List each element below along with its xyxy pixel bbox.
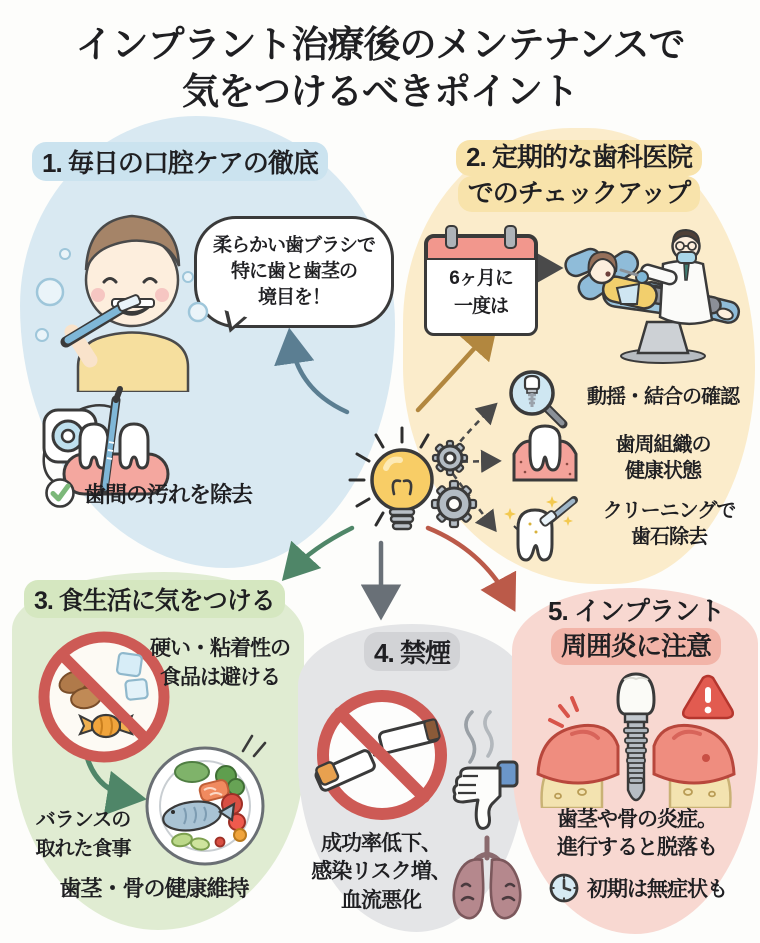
section2-heading [403, 140, 755, 212]
section5-heading [514, 594, 758, 665]
section3-heading [24, 580, 285, 618]
avoid-foods-text [138, 634, 302, 693]
page-title-line1: インプラント治療後のメンテナンスで [75, 24, 685, 65]
early-stage-note-row [548, 872, 727, 904]
section5-heading-line2: 周囲炎に注意 [551, 628, 721, 664]
check-text: 歯間の汚れを除去 [84, 481, 253, 507]
clock-note-text: 初期は無症状も [587, 878, 727, 901]
gear-large [432, 481, 476, 527]
risk-line1: 成功率低下、 [321, 832, 441, 855]
calendar-header [426, 236, 536, 260]
page-title [0, 22, 760, 115]
checkup-item1-label: 動揺・結合の確認 [587, 386, 739, 408]
thumbs-down-icon [450, 760, 520, 834]
balanced-line1: バランスの [35, 809, 131, 831]
checkup-item2-line1: 歯周組織の [615, 434, 711, 456]
bubble-line3: 境目を！ [257, 287, 330, 309]
page-title-line2: 気をつけるべきポイント [182, 70, 578, 112]
peri-implantitis-illustration [536, 670, 736, 808]
peri-line2: 進行すると脱落も [557, 836, 717, 860]
calendar-line2: 一度は [453, 295, 508, 317]
section1-heading [32, 142, 328, 181]
calendar-pin-right [504, 225, 517, 249]
tooth-cleaning-icon [500, 490, 580, 564]
gear-small [433, 441, 467, 475]
checkup-item3-text [582, 498, 756, 550]
section5-heading-line1: 5. インプラント [548, 596, 724, 626]
section1-heading-text: 1. 毎日の口腔ケアの徹底 [32, 142, 328, 181]
section4-heading-text: 4. 禁煙 [364, 632, 460, 671]
sad-lungs-icon [448, 834, 526, 926]
no-smoking-icon [306, 676, 458, 834]
checkup-item3-line2: 歯石除去 [631, 526, 707, 548]
calendar-pin-left [445, 225, 458, 249]
lightbulb-gears-icon [330, 408, 482, 548]
bubble-line1: 柔らかい歯ブラシで [212, 234, 375, 256]
diet-footer-label: 歯茎・骨の健康維持 [59, 876, 249, 901]
magnifier-implant-icon [505, 366, 571, 432]
checkup-item2-text [580, 432, 746, 484]
clock-icon [548, 872, 580, 904]
warning-triangle-icon [683, 676, 733, 718]
avoid-line2: 食品は避ける [160, 666, 280, 690]
smoking-risk-text [292, 830, 470, 915]
checkup-item3-line1: クリーニングで [602, 500, 736, 522]
tooth-gum-icon [512, 424, 578, 484]
balanced-meal-text [22, 806, 144, 864]
section2-heading-line2: でのチェックアップ [458, 176, 700, 212]
dentist-checkup-illustration [545, 212, 757, 364]
boy-brushing-teeth-illustration [30, 192, 240, 392]
checkup-item2-line2: 健康状態 [625, 460, 701, 482]
peri-implantitis-text [518, 806, 756, 863]
avoid-line1: 硬い・粘着性の [150, 637, 290, 660]
balanced-line2: 取れた食事 [35, 838, 131, 860]
peri-line1: 歯茎や骨の炎症。 [557, 808, 717, 831]
diet-footer-text [14, 872, 294, 903]
calendar-text [427, 265, 535, 320]
balanced-meal-plate-icon [140, 742, 270, 870]
smoke-icon [458, 686, 502, 766]
calendar-icon [424, 234, 538, 336]
checkup-item1-text [572, 384, 754, 410]
interdental-check-row [44, 477, 252, 509]
bubble-line2: 特に歯と歯茎の [230, 260, 357, 282]
section4-heading [298, 632, 526, 671]
section2-heading-line1: 2. 定期的な歯科医院 [456, 140, 702, 176]
risk-line2: 感染リスク増、 [311, 860, 451, 884]
green-check-icon [44, 477, 76, 509]
section3-heading-text: 3. 食生活に気をつける [24, 580, 285, 618]
calendar-line1: 6ヶ月に [449, 268, 513, 289]
risk-line3: 血流悪化 [341, 888, 421, 912]
